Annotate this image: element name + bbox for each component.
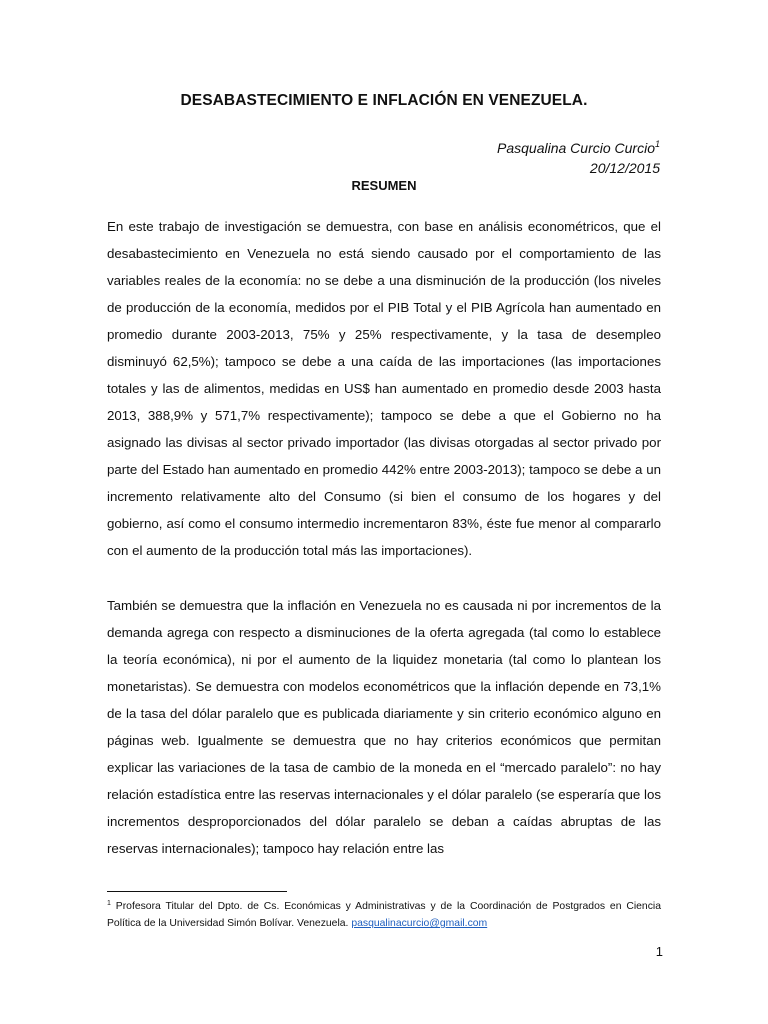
document-date: 20/12/2015 bbox=[589, 160, 660, 176]
author-footnote-marker: 1 bbox=[654, 139, 660, 149]
email-link[interactable]: pasqualinacurcio@gmail.com bbox=[351, 918, 488, 929]
author-name: Pasqualina Curcio Curcio bbox=[497, 140, 655, 156]
footnote bbox=[107, 898, 661, 932]
document-title: DESABASTECIMIENTO E INFLACIÓN EN VENEZUELA. bbox=[180, 92, 588, 109]
abstract-paragraph-1: En este trabajo de investigación se demuestra, con base en análisis econométricos, que el desabastecimiento en Venezuela no está siendo causado por el comportamiento de las variables reales de la economía: no se debe a una disminución de la producción (los niveles de producción de la economía, medidos por el PIB Total y el PIB Agrícola han aumentado en promedio durante 2003-2013, 75% y 25% respectivamente, y la tasa de desempleo disminuyó 62,5%); tampoco se debe a una caída de las importaciones (las importaciones totales y las de alimentos, medidas en US$ han aumentado en promedio desde 2003 hasta 2013, 388,9% y 571,7% respectivamente); tampoco se debe a que el Gobierno no ha asignado las divisas al sector privado importador (las divisas otorgadas al sector privado por parte del Estado han aumentado en promedio 442% entre 2003-2013); tampoco se debe a un incremento relativamente alto del Consumo (si bien el consumo de los hogares y del gobierno, así como el consumo intermedio incrementaron 83%, éste fue menor al compararlo con el aumento de la producción total más las importaciones). bbox=[107, 219, 661, 558]
footnote-separator bbox=[107, 891, 287, 892]
abstract-paragraph-2: También se demuestra que la inflación en Venezuela no es causada ni por incrementos de la demanda agrega con respecto a disminuciones de la oferta agregada (tal como lo establece la teoría económica), ni por el aumento de la liquidez monetaria (tal como lo plantean los monetaristas). Se demuestra con modelos econométricos que la inflación depende en 73,1% de la tasa del dólar paralelo que es publicada diariamente y sin criterio económico alguno en páginas web. Igualmente se demuestra que no hay criterios económicos que permitan explicar las variaciones de la tasa de cambio de la moneda en el “mercado paralelo”: no hay relación estadística entre las reservas internacionales y el dólar paralelo (se esperaría que los incrementos desproporcionados del dólar paralelo se deban a caídas abruptas de las reservas internacionales); tampoco hay relación entre las bbox=[107, 598, 661, 856]
footnote-text: Profesora Titular del Dpto. de Cs. Económicas y Administrativas y de la Coordinación de Postgrados en Ciencia Política de la Universidad Simón Bolívar. Venezuela. bbox=[107, 901, 661, 929]
author-line bbox=[497, 138, 660, 158]
page-number: 1 bbox=[655, 944, 663, 959]
footnote-marker: 1 bbox=[107, 900, 111, 907]
abstract-heading: RESUMEN bbox=[351, 178, 417, 193]
author-block bbox=[497, 138, 660, 178]
